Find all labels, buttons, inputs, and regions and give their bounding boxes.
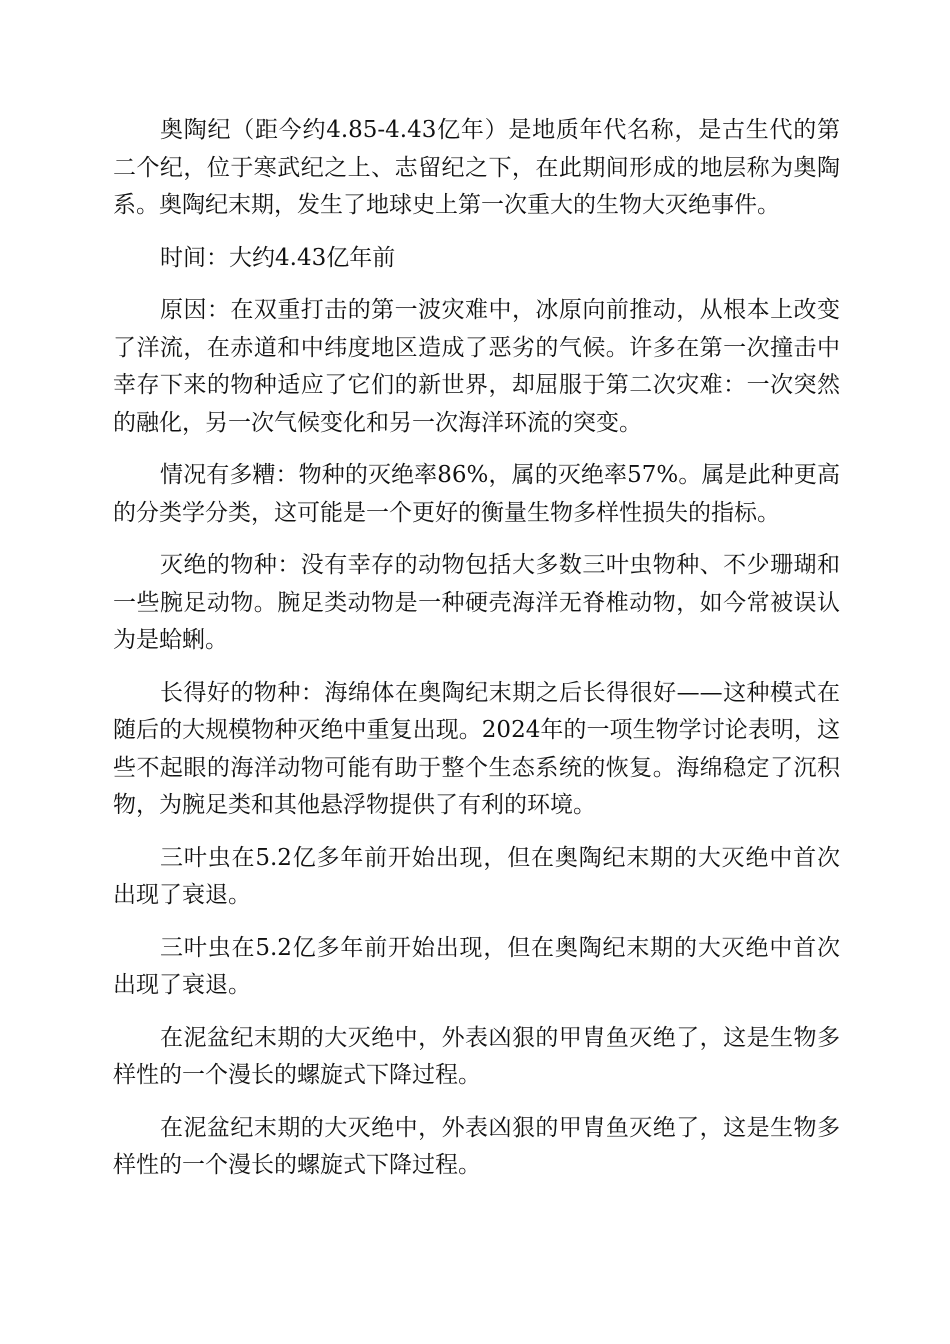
paragraph-time: 时间：大约4.43亿年前 xyxy=(160,244,396,271)
paragraph-cause: 原因：在双重打击的第一波灾难中，冰原向前推动，从根本上改变了洋流，在赤道和中纬度地区造成了恶劣的气候。许多在第一次撞击中幸存下来的物种适应了它们的新世界，却屈服于第二次灾难：一次突然的融化，另一次气候变化和另一次海洋环流的突变。 xyxy=(113,297,840,436)
paragraph-extinct-species: 灭绝的物种：没有幸存的动物包括大多数三叶虫物种、不少珊瑚和一些腕足动物。腕足类动物是一种硬壳海洋无脊椎动物，如今常被误认为是蛤蜊。 xyxy=(113,552,840,653)
paragraph-devonian: 在泥盆纪末期的大灭绝中，外表凶狠的甲胄鱼灭绝了，这是生物多样性的一个漫长的螺旋式下降过程。 xyxy=(113,1024,840,1088)
document-page xyxy=(113,112,840,1200)
paragraph-devonian-repeat: 在泥盆纪末期的大灭绝中，外表凶狠的甲胄鱼灭绝了，这是生物多样性的一个漫长的螺旋式下降过程。 xyxy=(113,1114,840,1178)
paragraph-severity: 情况有多糟：物种的灭绝率86%，属的灭绝率57%。属是此种更高的分类学分类，这可能是一个更好的衡量生物多样性损失的指标。 xyxy=(113,462,840,526)
paragraph-intro: 奥陶纪（距今约4.85-4.43亿年）是地质年代名称，是古生代的第二个纪，位于寒武纪之上、志留纪之下，在此期间形成的地层称为奥陶系。奥陶纪末期，发生了地球史上第一次重大的生物大灭绝事件。 xyxy=(113,117,840,218)
paragraph-trilobite: 三叶虫在5.2亿多年前开始出现，但在奥陶纪末期的大灭绝中首次出现了衰退。 xyxy=(113,844,840,908)
paragraph-trilobite-repeat: 三叶虫在5.2亿多年前开始出现，但在奥陶纪末期的大灭绝中首次出现了衰退。 xyxy=(113,934,840,998)
paragraph-thriving-species: 长得好的物种：海绵体在奥陶纪末期之后长得很好——这种模式在随后的大规模物种灭绝中重复出现。2024年的一项生物学讨论表明，这些不起眼的海洋动物可能有助于整个生态系统的恢复。海绵稳定了沉积物，为腕足类和其他悬浮物提供了有利的环境。 xyxy=(113,679,840,818)
